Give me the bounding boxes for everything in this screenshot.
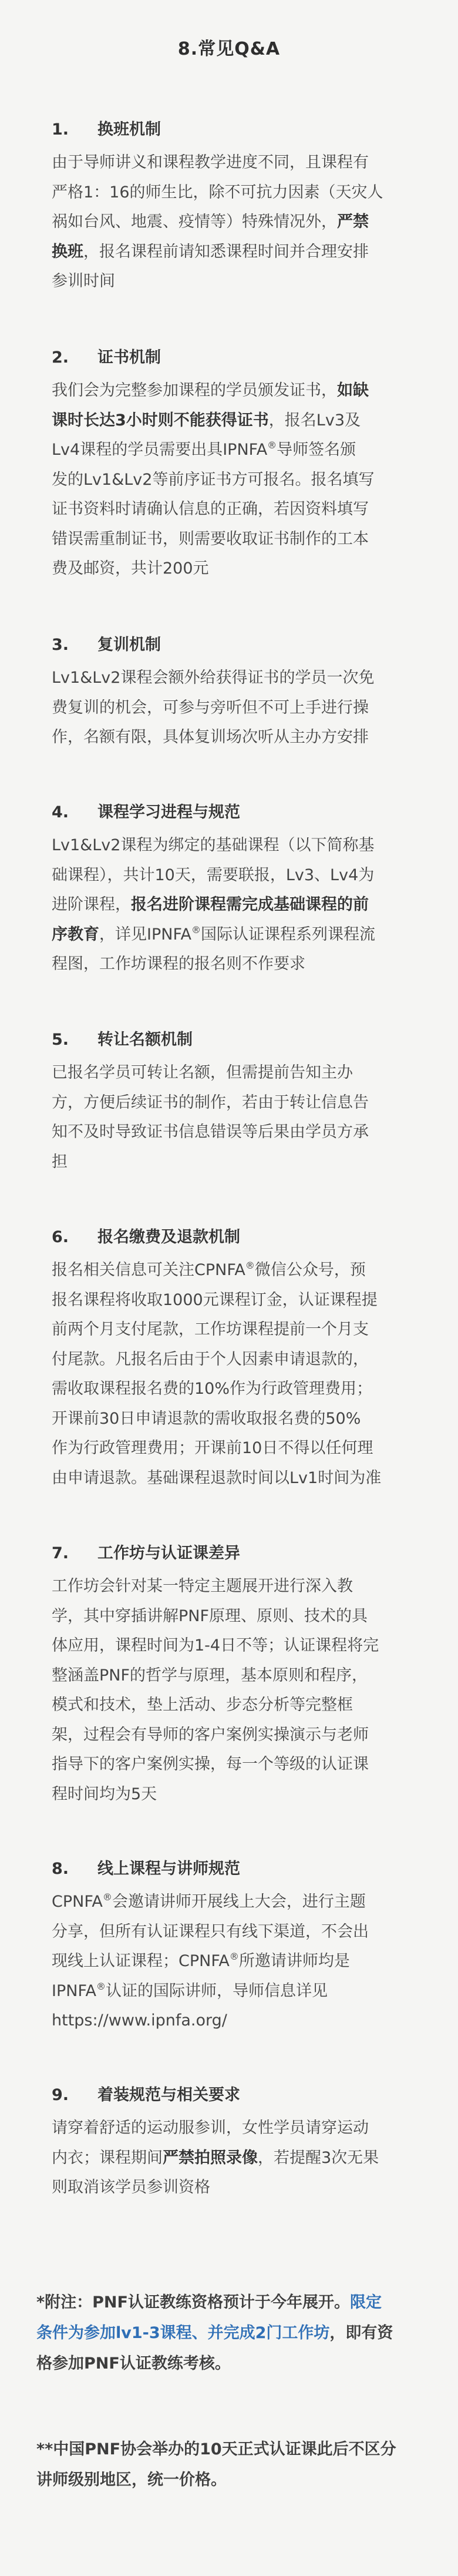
section-learning-process bbox=[52, 800, 427, 980]
emphasis-text: 报名进阶课程需完成基础课程的前 bbox=[131, 895, 369, 914]
text-run: 知不及时导致证书信息错误等后果由学员方承 bbox=[52, 1123, 369, 1141]
text-line bbox=[36, 2287, 436, 2318]
section-retraining bbox=[52, 633, 427, 753]
text-run: 证书资料时请确认信息的正确，若因资料填写 bbox=[52, 500, 369, 518]
section-number: 3. bbox=[52, 636, 69, 654]
text-run: Lv1&Lv2课程为绑定的基础课程（以下简称基 bbox=[52, 836, 375, 854]
text-line bbox=[52, 376, 427, 406]
text-run: 学，其中穿插讲解PNF原理、原则、技术的具 bbox=[52, 1606, 368, 1625]
section-number: 9. bbox=[52, 2086, 69, 2104]
text-line bbox=[52, 1256, 427, 1286]
text-line bbox=[52, 1631, 427, 1661]
text-line bbox=[52, 495, 427, 525]
text-run: 格参加PNF认证教练考核。 bbox=[36, 2354, 231, 2373]
text-run: ，报名Lv3及 bbox=[268, 411, 361, 430]
text-line bbox=[52, 1780, 427, 1810]
section-workshop-difference bbox=[52, 1541, 427, 1809]
text-line bbox=[52, 406, 427, 436]
text-line bbox=[36, 2434, 436, 2465]
section-body bbox=[52, 1256, 427, 1493]
text-line bbox=[52, 465, 427, 495]
text-line bbox=[52, 1374, 427, 1404]
text-run: *附注：PNF认证教练资格预计于今年展开。 bbox=[36, 2293, 350, 2312]
text-run: 费及邮资，共计200元 bbox=[52, 559, 209, 578]
section-title: 课程学习进程与规范 bbox=[97, 803, 240, 821]
text-line bbox=[52, 1917, 427, 1947]
registered-mark: ® bbox=[96, 1980, 106, 1992]
text-line bbox=[52, 1286, 427, 1316]
emphasis-text: 序教育 bbox=[52, 925, 99, 944]
text-line bbox=[52, 2114, 427, 2144]
text-run: ，若提醒3次无果 bbox=[258, 2148, 379, 2167]
text-line bbox=[52, 2144, 427, 2174]
section-heading bbox=[52, 1541, 427, 1566]
text-run: Lv4课程的学员需要出具IPNFA bbox=[52, 441, 268, 459]
text-line bbox=[36, 2349, 436, 2379]
text-run: 讲师级别地区，统一价格。 bbox=[36, 2471, 227, 2489]
text-line bbox=[52, 1345, 427, 1375]
text-line bbox=[52, 1602, 427, 1632]
text-line bbox=[52, 1118, 427, 1148]
text-line bbox=[52, 1720, 427, 1750]
section-number: 8. bbox=[52, 1860, 69, 1878]
text-run: 模式和技术，垫上活动、步态分析等完整框 bbox=[52, 1696, 353, 1714]
section-number: 1. bbox=[52, 120, 69, 139]
text-run: 作，名额有限，具体复训场次听从主办方安排 bbox=[52, 728, 369, 746]
text-run: 前两个月支付尾款，工作坊课程提前一个月支 bbox=[52, 1320, 369, 1339]
text-line bbox=[52, 435, 427, 465]
text-line bbox=[52, 2173, 427, 2203]
text-line bbox=[52, 831, 427, 861]
section-heading bbox=[52, 346, 427, 370]
text-run: 严格1：16的师生比，除不可抗力因素（天灾人 bbox=[52, 183, 383, 202]
emphasis-text: 换班 bbox=[52, 242, 83, 261]
text-line bbox=[52, 723, 427, 753]
text-run: 作为行政管理费用；开课前10日不得以任何理 bbox=[52, 1439, 373, 1457]
text-run: 程时间均为5天 bbox=[52, 1785, 157, 1803]
text-run: ，报名课程前请知悉课程时间并合理安排 bbox=[83, 242, 369, 261]
section-title: 复训机制 bbox=[97, 636, 161, 654]
text-run: 付尾款。凡报名后由于个人因素申请退款的， bbox=[52, 1350, 369, 1368]
text-line bbox=[52, 237, 427, 267]
text-run: 报名课程将收取1000元课程订金，认证课程提 bbox=[52, 1290, 378, 1309]
text-run: 开课前30日申请退款的需收取报名费的50% bbox=[52, 1409, 361, 1428]
section-class-change bbox=[52, 118, 427, 297]
section-dress-code bbox=[52, 2083, 427, 2203]
text-run: **中国PNF协会举办的10天正式认证课此后不区分 bbox=[36, 2440, 396, 2458]
text-line bbox=[52, 663, 427, 693]
section-body bbox=[52, 2114, 427, 2203]
text-line bbox=[52, 207, 427, 237]
section-title: 报名缴费及退款机制 bbox=[97, 1228, 240, 1246]
text-run: https://www.ipnfa.org/ bbox=[52, 2011, 227, 2030]
section-number: 4. bbox=[52, 803, 69, 821]
text-line bbox=[52, 1977, 427, 2007]
text-run: 祸如台风、地震、疫情等）特殊情况外， bbox=[52, 213, 337, 231]
section-heading bbox=[52, 1225, 427, 1250]
text-run: 程图，工作坊课程的报名则不作要求 bbox=[52, 955, 305, 973]
text-run: 请穿着舒适的运动服参训，女性学员请穿运动 bbox=[52, 2119, 369, 2137]
section-number: 2. bbox=[52, 348, 69, 367]
text-line bbox=[52, 1690, 427, 1720]
registered-mark: ® bbox=[267, 440, 277, 451]
section-transfer bbox=[52, 1028, 427, 1177]
section-certificate bbox=[52, 346, 427, 584]
text-line bbox=[52, 1750, 427, 1780]
text-line bbox=[52, 693, 427, 723]
section-number: 5. bbox=[52, 1031, 69, 1049]
text-run: 需收取课程报名费的10%作为行政管理费用； bbox=[52, 1380, 373, 1398]
text-run: 工作坊会针对某一特定主题展开进行深入教 bbox=[52, 1577, 353, 1595]
text-line bbox=[52, 1947, 427, 1977]
registered-mark: ® bbox=[191, 924, 201, 935]
section-title: 工作坊与认证课差异 bbox=[97, 1544, 240, 1562]
text-line bbox=[52, 890, 427, 920]
text-run: ，详见IPNFA bbox=[99, 925, 191, 944]
text-run: 分享，但所有认证课程只有线下渠道，不会出 bbox=[52, 1922, 369, 1941]
text-run: 现线上认证课程；CPNFA bbox=[52, 1952, 230, 1970]
text-run: 担 bbox=[52, 1152, 68, 1171]
text-run: 架，过程会有导师的客户案例实操演示与老师 bbox=[52, 1725, 369, 1744]
text-run: 已报名学员可转让名额，但需提前告知主办 bbox=[52, 1064, 353, 1082]
text-run: 参训时间 bbox=[52, 272, 115, 290]
section-body bbox=[52, 831, 427, 980]
text-run: CPNFA bbox=[52, 1893, 103, 1911]
section-heading bbox=[52, 1857, 427, 1881]
registered-mark: ® bbox=[102, 1891, 112, 1903]
text-run: 础课程），共计10天，需要联报，Lv3、Lv4为 bbox=[52, 866, 375, 884]
text-run: 内衣；课程期间 bbox=[52, 2148, 163, 2167]
text-line bbox=[52, 1315, 427, 1345]
text-run: 指导下的客户案例实操，每一个等级的认证课 bbox=[52, 1755, 369, 1773]
text-run: Lv1&Lv2课程会额外给获得证书的学员一次免 bbox=[52, 669, 375, 687]
text-run: 导师签名颁 bbox=[277, 441, 356, 459]
text-run: 费复训的机会，可参与旁听但不可上手进行操 bbox=[52, 698, 369, 717]
text-run: 方，方便后续证书的制作，若由于转让信息告 bbox=[52, 1093, 369, 1112]
section-heading bbox=[52, 800, 427, 825]
emphasis-text: 如缺 bbox=[337, 381, 369, 400]
text-run: 由于导师讲义和课程教学进度不同，且课程有 bbox=[52, 153, 369, 172]
footnote-pricing bbox=[36, 2434, 436, 2496]
highlight-text: 条件为参加lv1-3课程、并完成2门工作坊 bbox=[36, 2324, 330, 2342]
section-body bbox=[52, 1058, 427, 1177]
section-title: 着装规范与相关要求 bbox=[97, 2086, 240, 2104]
registered-mark: ® bbox=[229, 1951, 239, 1962]
text-run: 错误需重制证书，则需要收取证书制作的工本 bbox=[52, 529, 369, 548]
text-line bbox=[52, 1058, 427, 1088]
text-line bbox=[52, 1434, 427, 1464]
text-run: 国际认证课程系列课程流 bbox=[200, 925, 375, 944]
section-heading bbox=[52, 1028, 427, 1052]
text-line bbox=[36, 2318, 436, 2349]
text-run: 则取消该学员参训资格 bbox=[52, 2178, 210, 2196]
footnote-coach-certification bbox=[36, 2287, 436, 2379]
text-run: 所邀请讲师均是 bbox=[238, 1952, 350, 1970]
section-body bbox=[52, 1572, 427, 1809]
registered-mark: ® bbox=[245, 1260, 255, 1271]
page-title: 8.常见Q&A bbox=[177, 39, 281, 59]
section-number: 6. bbox=[52, 1228, 69, 1246]
section-number: 7. bbox=[52, 1544, 69, 1562]
text-line bbox=[52, 2006, 427, 2036]
text-run: 会邀请讲师开展线上大会，进行主题 bbox=[112, 1893, 366, 1911]
text-line bbox=[52, 861, 427, 891]
section-body bbox=[52, 663, 427, 753]
text-line bbox=[52, 950, 427, 980]
text-line bbox=[52, 525, 427, 555]
text-line bbox=[52, 1404, 427, 1434]
text-run: 整涵盖PNF的哲学与原理，基本原则和程序， bbox=[52, 1666, 368, 1685]
text-run: 我们会为完整参加课程的学员颁发证书， bbox=[52, 381, 337, 400]
text-line bbox=[52, 267, 427, 297]
section-title: 转让名额机制 bbox=[97, 1031, 193, 1049]
section-body bbox=[52, 148, 427, 297]
section-body bbox=[52, 376, 427, 584]
section-heading bbox=[52, 118, 427, 142]
text-run: 进阶课程， bbox=[52, 895, 131, 914]
section-payment-refund bbox=[52, 1225, 427, 1493]
text-line bbox=[52, 1661, 427, 1691]
text-line bbox=[52, 1464, 427, 1494]
section-title: 线上课程与讲师规范 bbox=[97, 1860, 240, 1878]
emphasis-text: 课时长达3小时则不能获得证书 bbox=[52, 411, 269, 430]
highlight-text: 限定 bbox=[349, 2293, 382, 2312]
text-line bbox=[52, 1887, 427, 1917]
text-line bbox=[52, 148, 427, 178]
text-run: 微信公众号，预 bbox=[254, 1261, 366, 1279]
text-line bbox=[52, 178, 427, 208]
text-run: 认证的国际讲师，导师信息详见 bbox=[105, 1981, 328, 2000]
section-body bbox=[52, 1887, 427, 2036]
text-line bbox=[36, 2465, 436, 2496]
text-run: ，即有资 bbox=[329, 2324, 393, 2342]
text-run: 发的Lv1&Lv2等前序证书方可报名。报名填写 bbox=[52, 470, 375, 489]
text-run: IPNFA bbox=[52, 1981, 96, 2000]
text-line bbox=[52, 554, 427, 584]
section-online-course bbox=[52, 1857, 427, 2036]
text-run: 报名相关信息可关注CPNFA bbox=[52, 1261, 245, 1279]
section-heading bbox=[52, 633, 427, 658]
text-run: 体应用，课程时间为1-4日不等；认证课程将完 bbox=[52, 1636, 379, 1655]
section-heading bbox=[52, 2083, 427, 2108]
emphasis-text: 严禁 bbox=[337, 213, 369, 231]
text-line bbox=[52, 1148, 427, 1178]
emphasis-text: 严禁拍照录像 bbox=[163, 2148, 258, 2167]
text-run: 由申请退款。基础课程退款时间以Lv1时间为准 bbox=[52, 1468, 382, 1487]
section-title: 证书机制 bbox=[97, 348, 161, 367]
text-line bbox=[52, 1088, 427, 1118]
text-line bbox=[52, 1572, 427, 1602]
text-line bbox=[52, 920, 427, 950]
section-title: 换班机制 bbox=[97, 120, 161, 139]
